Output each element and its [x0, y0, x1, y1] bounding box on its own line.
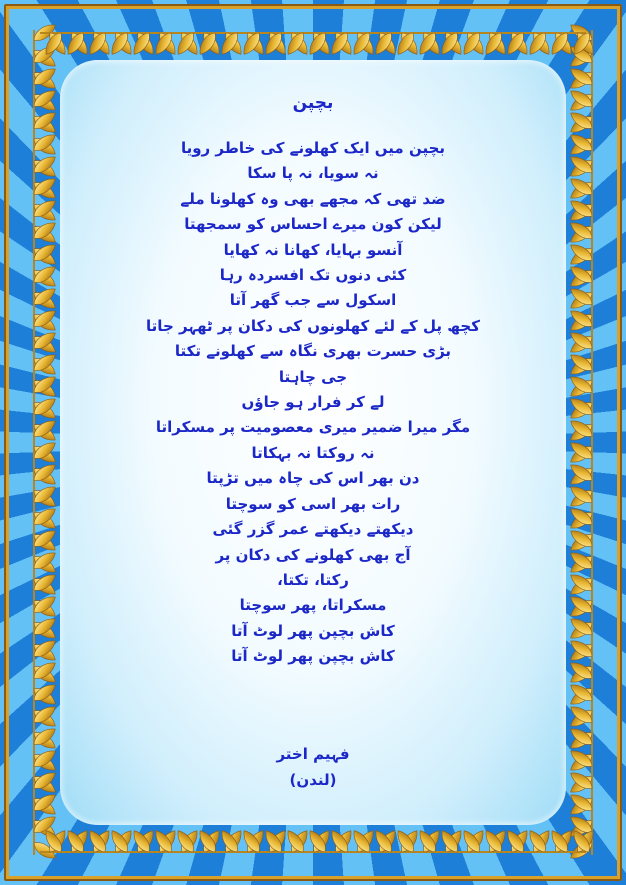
poem-line: جی چاہتا [278, 367, 348, 386]
poem-line: نہ سویا، نہ پا سکا [247, 164, 379, 183]
poem-line: رات بھر اسی کو سوچتا [225, 494, 401, 513]
poem-line: لے کر فرار ہو جاؤں [241, 393, 385, 412]
poem-body [60, 92, 566, 670]
poem-line: آنسو بہایا، کھانا نہ کھایا [223, 240, 403, 259]
poem-location: (لندن) [289, 771, 337, 789]
poem-line: کچھ پل کے لئے کھلونوں کی دکان پر ٹھہر جاتا [146, 316, 480, 335]
poem-line: نہ روکتا نہ بہکاتا [251, 443, 375, 462]
poem-line: اسکول سے جب گھر آتا [229, 291, 397, 310]
poem-line: لیکن کون میرے احساس کو سمجھتا [184, 215, 442, 234]
poem-line: بچپن میں ایک کھلونے کی خاطر رویا [180, 139, 446, 157]
poem-line: کاش بچپن پھر لوٹ آتا [231, 647, 395, 666]
poem-title: بچپن [292, 93, 334, 113]
poem-line: مسکراتا، پھر سوچتا [239, 596, 387, 615]
poem-line: دیکھتے دیکھتے عمر گزر گئی [212, 520, 414, 539]
poem-author: فہیم اختر [276, 745, 350, 763]
poem-line: کئی دنوں تک افسردہ رہا [219, 266, 407, 285]
poem-line: دن بھر اس کی چاہ میں تڑپتا [206, 469, 420, 488]
poem-lines [60, 136, 566, 670]
poem-line: مگر میرا ضمیر میری معصومیت پر مسکراتا [155, 418, 471, 437]
poem-line: کاش بچپن پھر لوٹ آتا [231, 621, 395, 640]
poem-line: آج بھی کھلونے کی دکان پر [215, 545, 411, 564]
poem-line: رکتا، تکتا، [277, 570, 349, 589]
poem-line: بڑی حسرت بھری نگاہ سے کھلونے تکتا [174, 342, 452, 361]
poem-line: ضد تھی کہ مجھے بھی وہ کھلونا ملے [180, 189, 446, 208]
